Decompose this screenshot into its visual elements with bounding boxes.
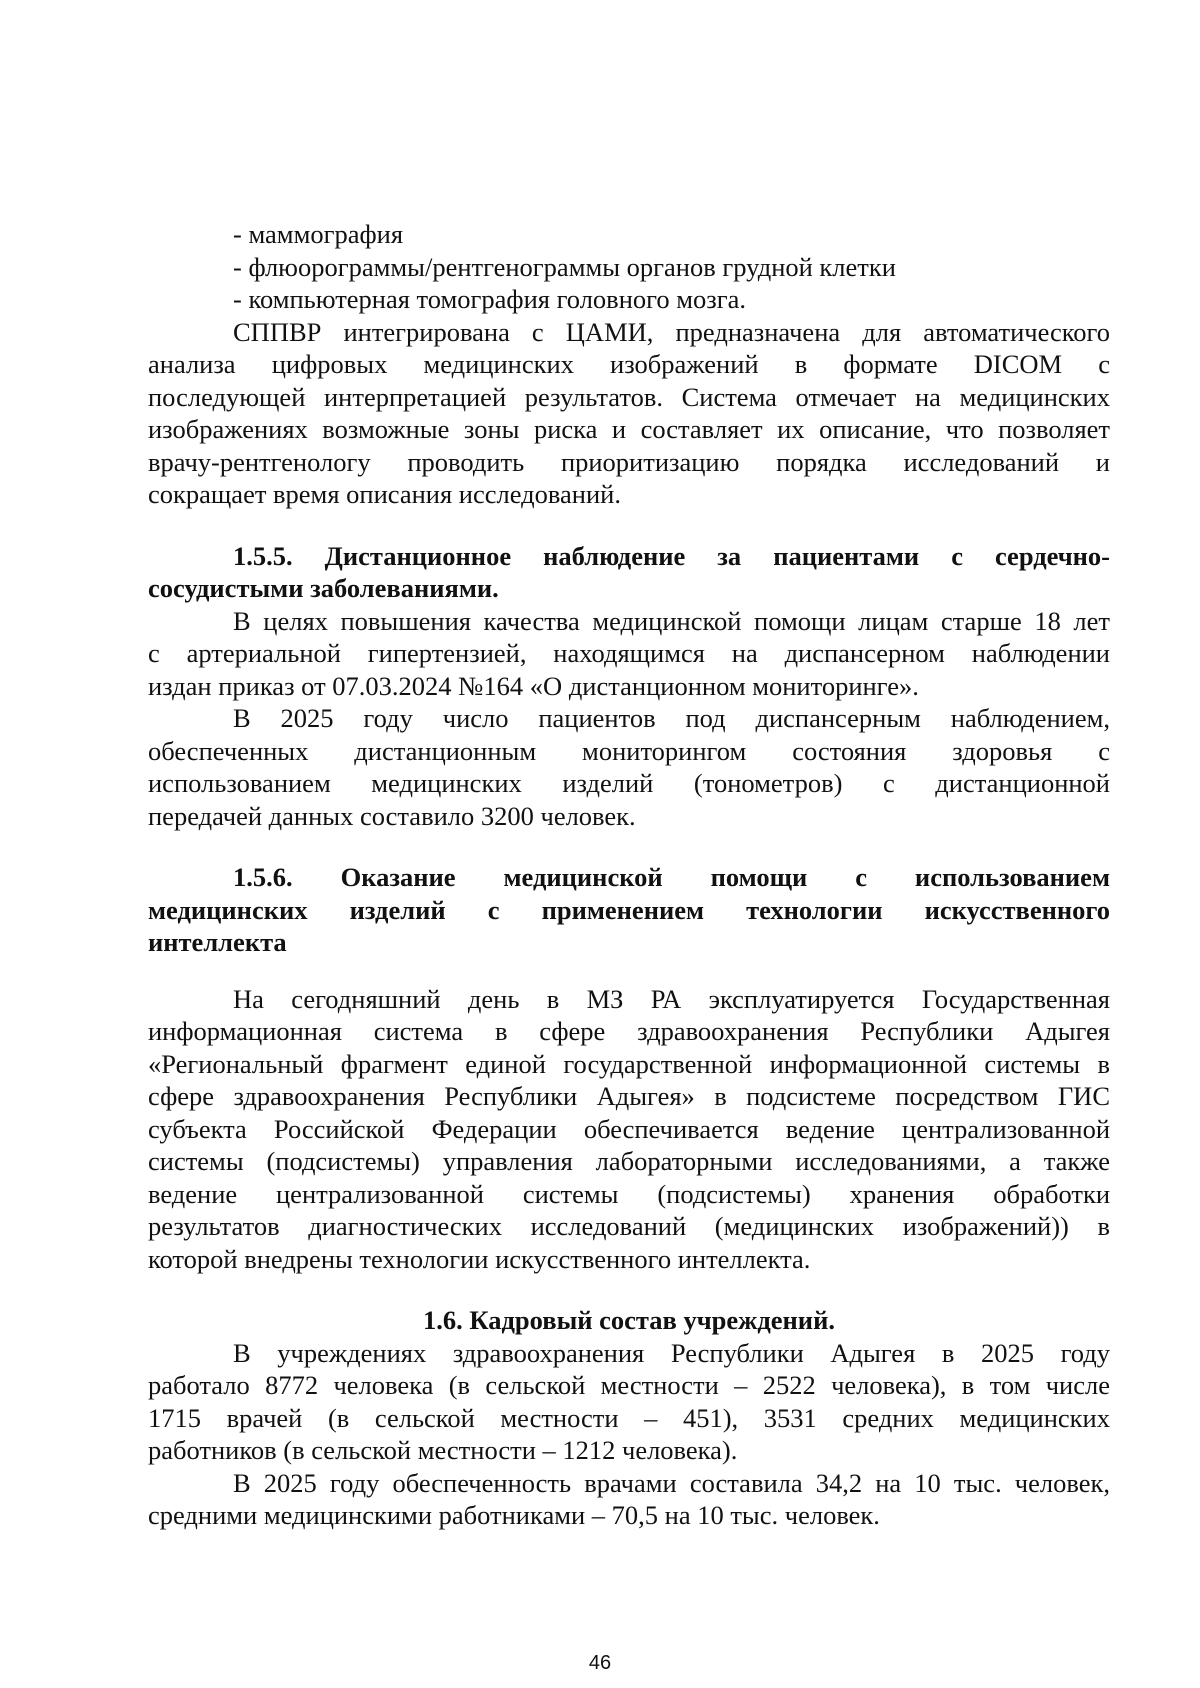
sppvr-paragraph: [148, 316, 1110, 511]
section-heading: [148, 861, 1110, 959]
paragraph-line: изображениях возможные зоны риска и составляет их описание, что позволяет: [148, 414, 1110, 444]
heading-line: интеллекта: [148, 927, 287, 957]
paragraph-line: субъекта Российской Федерации обеспечивается ведение централизованной: [148, 1113, 1110, 1144]
paragraph-line: «Региональный фрагмент единой государственной информационной системы в: [148, 1048, 1110, 1079]
section-1-5-6: [148, 861, 1110, 1275]
heading-line: 1.5.6. Оказание медицинской помощи с использованием: [233, 862, 1110, 892]
paragraph-line: На сегодняшний день в МЗ РА эксплуатируется Государственная: [233, 983, 1110, 1014]
paragraph-line: В целях повышения качества медицинской помощи лицам старше 18 лет: [233, 605, 1110, 636]
paragraph-line: врачу-рентгенологу проводить приоритизацию порядка исследований и: [148, 446, 1110, 477]
paragraph-line: ведение централизованной системы (подсистемы) хранения обработки: [148, 1178, 1110, 1209]
page-number: 46: [588, 1652, 612, 1674]
imaging-types-list: [148, 218, 1110, 316]
heading-line: медицинских изделий с применением технологии искусственного: [148, 894, 1110, 925]
paragraph-line: которой внедрены технологии искусственного интеллекта.: [148, 1243, 811, 1274]
list-item: - флюорограммы/рентгенограммы органов грудной клетки: [233, 251, 896, 282]
paragraph-line: 1715 врачей (в сельской местности – 451), 3531 средних медицинских: [148, 1402, 1110, 1433]
section-1-6: [148, 1304, 1110, 1532]
section-1-5-5: [148, 540, 1110, 833]
paragraph-line: работало 8772 человека (в сельской местности – 2522 человека), в том числе: [148, 1370, 1110, 1400]
paragraph-line: издан приказ от 07.03.2024 №164 «О дистанционном мониторинге».: [148, 670, 919, 701]
paragraph-line: с артериальной гипертензией, находящимся на диспансерном наблюдении: [148, 638, 1110, 668]
heading-line: сосудистыми заболеваниями.: [148, 573, 499, 603]
section-heading: 1.6. Кадровый состав учреждений.: [423, 1305, 835, 1335]
paragraph-line: средними медицинскими работниками – 70,5 на 10 тыс. человек.: [148, 1500, 880, 1530]
paragraph-line: системы (подсистемы) управления лабораторными исследованиями, а также: [148, 1146, 1110, 1176]
remote-monitoring-order-paragraph: [148, 605, 1110, 703]
paragraph-line: сфере здравоохранения Республики Адыгея» в подсистеме посредством ГИС: [148, 1081, 1110, 1111]
remote-monitoring-patients-paragraph: [148, 702, 1110, 832]
paragraph-line: сокращает время описания исследований.: [148, 479, 621, 509]
paragraph-line: использованием медицинских изделий (тонометров) с дистанционной: [148, 768, 1110, 798]
heading-line: 1.5.5. Дистанционное наблюдение за пациентами с сердечно-: [233, 540, 1110, 571]
ai-information-system-paragraph: [148, 983, 1110, 1276]
paragraph-line: В 2025 году обеспеченность врачами составила 34,2 на 10 тыс. человек,: [233, 1467, 1110, 1498]
paragraph-line: анализа цифровых медицинских изображений в формате DICOM с: [148, 349, 1110, 379]
paragraph-line: последующей интерпретацией результатов. Система отмечает на медицинских: [148, 381, 1110, 412]
paragraph-line: В 2025 году число пациентов под диспансерным наблюдением,: [233, 703, 1110, 733]
paragraph-line: обеспеченных дистанционным мониторингом состояния здоровья с: [148, 735, 1110, 766]
paragraph-line: информационная система в сфере здравоохранения Республики Адыгея: [148, 1016, 1110, 1046]
paragraph-line: работников (в сельской местности – 1212 человека).: [148, 1435, 738, 1465]
section-heading: [148, 540, 1110, 605]
paragraph-line: СППВР интегрирована с ЦАМИ, предназначена для автоматического: [233, 316, 1110, 347]
paragraph-line: В учреждениях здравоохранения Республики Адыгея в 2025 году: [233, 1337, 1110, 1368]
staffing-paragraph: [148, 1337, 1110, 1467]
provision-paragraph: [148, 1467, 1110, 1532]
list-item: - компьютерная томография головного мозга.: [233, 284, 746, 314]
paragraph-line: результатов диагностических исследований (медицинских изображений)) в: [148, 1211, 1110, 1241]
list-item: - маммография: [233, 219, 404, 249]
paragraph-line: передачей данных составило 3200 человек.: [148, 800, 636, 831]
document-page: [148, 218, 1110, 1532]
